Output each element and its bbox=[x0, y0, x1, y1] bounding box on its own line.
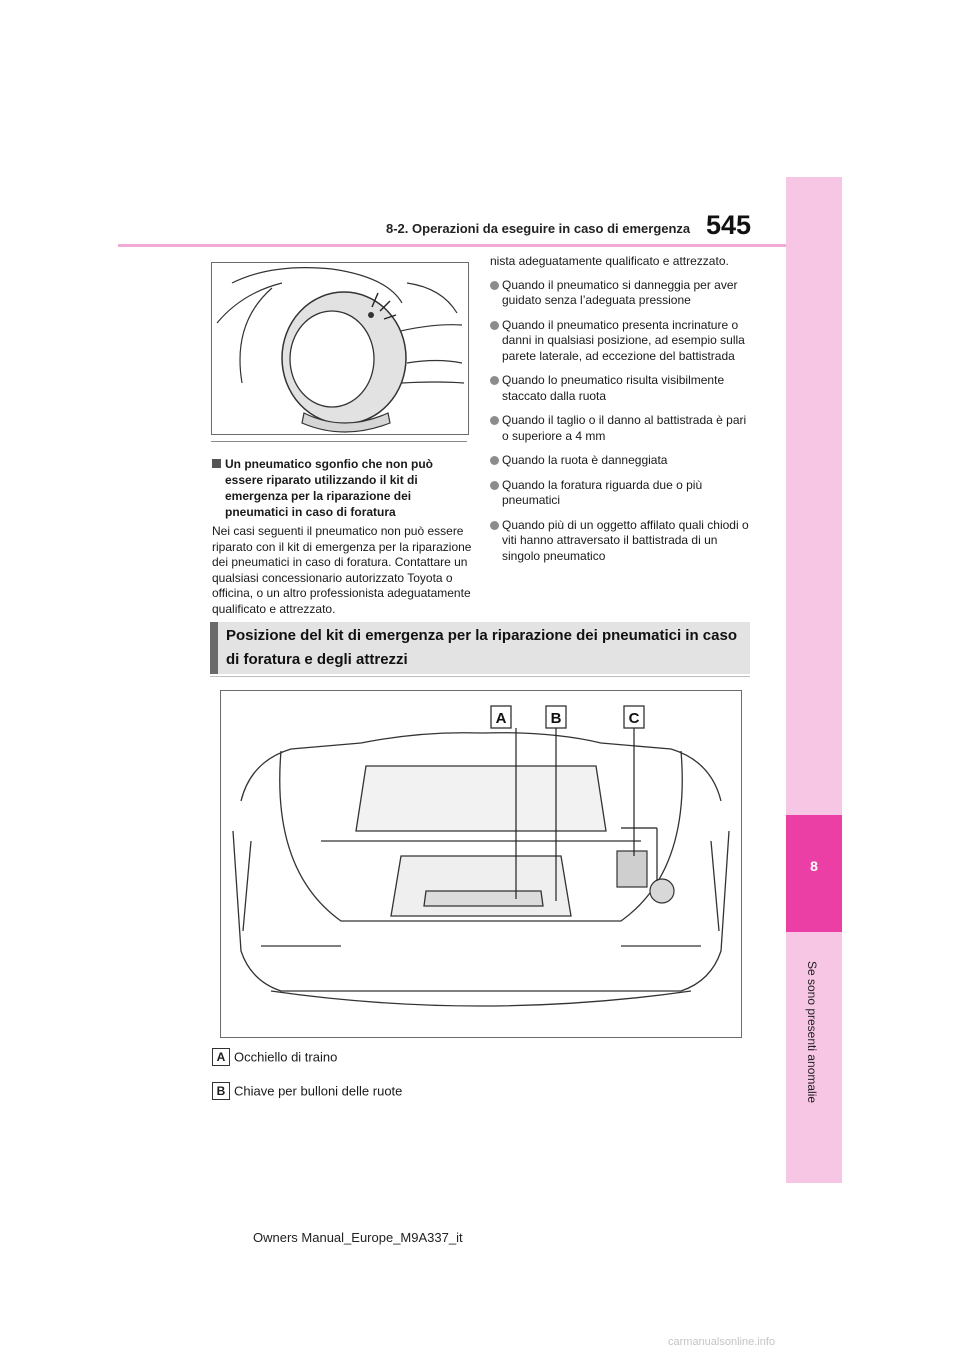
list-item: Quando la ruota è danneggiata bbox=[490, 453, 750, 469]
legend-item-b bbox=[212, 1082, 402, 1100]
bullet-dot-icon bbox=[490, 456, 499, 465]
luggage-compartment-illustration bbox=[220, 690, 742, 1038]
subheading bbox=[212, 456, 474, 520]
continued-text: nista adeguatamente qualificato e attrezzato. bbox=[490, 254, 729, 268]
section-title: 8-2. Operazioni da eseguire in caso di emergenza bbox=[386, 221, 691, 236]
legend-key: B bbox=[212, 1082, 230, 1100]
section-banner-title: Posizione del kit di emergenza per la riparazione dei pneumatici in caso di foratura e degli attrezzi bbox=[226, 627, 737, 668]
legend-label: Chiave per bulloni delle ruote bbox=[234, 1083, 403, 1099]
list-item: Quando il pneumatico si danneggia per aver guidato senza l’adeguata pressione bbox=[490, 278, 750, 309]
bullet-dot-icon bbox=[490, 321, 499, 330]
list-item: Quando lo pneumatico risulta visibilmente staccato dalla ruota bbox=[490, 373, 750, 404]
body-paragraph: Nei casi seguenti il pneumatico non può essere riparato con il kit di emergenza per la riparazione dei pneumatici in caso di foratura. Contattare un qualsiasi concessionario autorizzato Toyota o officina, o un altro professionista adeguatamente qualificato e attrezzato. bbox=[212, 524, 472, 616]
luggage-compartment-drawing bbox=[221, 691, 741, 1037]
right-column bbox=[490, 254, 750, 573]
legend-label: Occhiello di traino bbox=[234, 1049, 338, 1065]
bullet-dot-icon bbox=[490, 521, 499, 530]
page-number: 545 bbox=[706, 210, 752, 240]
tire-drawing bbox=[212, 263, 468, 434]
chapter-title: Se sono presenti anomalie bbox=[805, 960, 819, 1104]
callout-a: A bbox=[495, 710, 507, 727]
callout-c: C bbox=[628, 710, 640, 727]
list-item: Quando il taglio o il danno al battistrada è pari o superiore a 4 mm bbox=[490, 413, 750, 444]
tire-illustration bbox=[211, 262, 469, 435]
watermark: carmanualsonline.info bbox=[668, 1336, 776, 1348]
list-item: Quando più di un oggetto affilato quali chiodi o viti hanno attraversato il battistrada di un singolo pneumatico bbox=[490, 518, 750, 565]
section-banner-rule bbox=[210, 676, 750, 677]
list-item: Quando il pneumatico presenta incrinature o danni in qualsiasi posizione, ad esempio sulla parete laterale, ad eccezione del battistrada bbox=[490, 318, 750, 365]
header-rule bbox=[118, 244, 840, 247]
figure-rule bbox=[211, 441, 467, 442]
bullet-dot-icon bbox=[490, 281, 499, 290]
legend-key: A bbox=[212, 1048, 230, 1066]
chapter-number: 8 bbox=[810, 858, 818, 874]
footer-text: Owners Manual_Europe_M9A337_it bbox=[253, 1230, 463, 1245]
callout-b: B bbox=[550, 710, 562, 727]
subheading-text: Un pneumatico sgonfio che non può essere riparato utilizzando il kit di emergenza per la riparazione dei pneumatici in caso di foratura bbox=[225, 457, 433, 519]
bullet-dot-icon bbox=[490, 416, 499, 425]
square-bullet-icon bbox=[212, 459, 221, 468]
section-banner-bar bbox=[210, 622, 218, 674]
bullet-dot-icon bbox=[490, 481, 499, 490]
bullet-dot-icon bbox=[490, 376, 499, 385]
list-item: Quando la foratura riguarda due o più pneumatici bbox=[490, 478, 750, 509]
legend-item-a bbox=[212, 1048, 337, 1066]
